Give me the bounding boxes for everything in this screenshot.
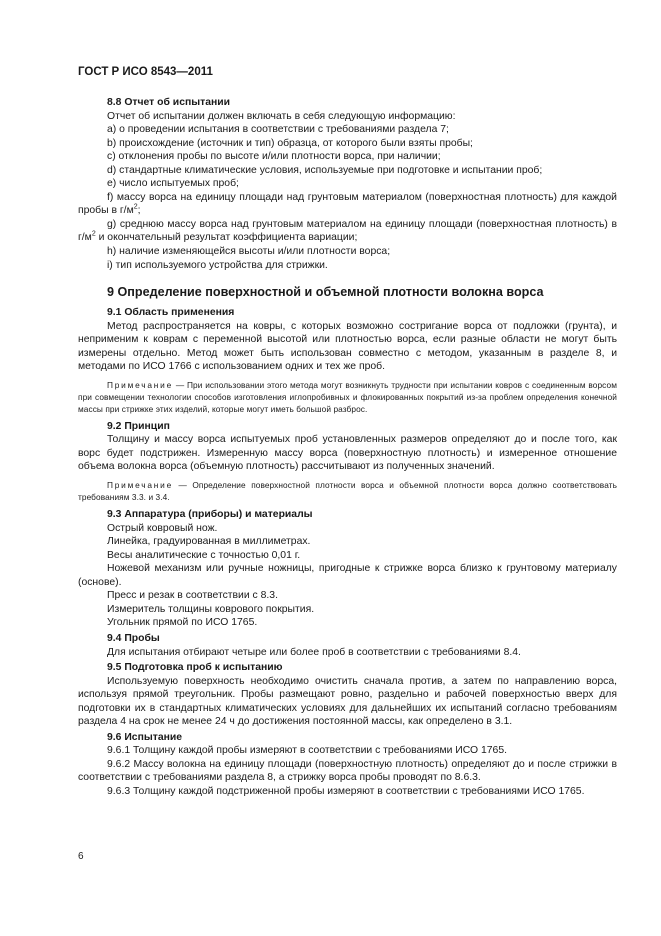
list-item-f-end: ;: [137, 205, 141, 217]
section-9-2-text: Толщину и массу ворса испытуемых проб установленных размеров определяют до и после того, как ворс будет подстрижен. Измеренную массу ворса (поверхностную плотность) и измеренное отношение объема волокна ворса (объемную плотность) рассчитывают из полученных значений.: [78, 434, 617, 473]
equipment-item: Весы аналитические с точностью 0,01 г.: [107, 549, 301, 561]
section-8-8-intro: Отчет об испытании должен включать в себя следующую информацию:: [107, 110, 456, 122]
list-item-g-end: и окончательный результат коэффициента вариации;: [95, 232, 358, 244]
list-item-g-sup: 2: [91, 231, 96, 238]
list-item-g: [78, 218, 617, 245]
page-content: [78, 96, 617, 799]
section-9-1-text: Метод распространяется на ковры, с которых возможно состригание ворса от подложки (грунта), и неприменим к коврам с переменной высотой или плотностью ворса, если разные области не могут быть измерены отдельно. Метод может быть использован совместно с методом, указанным в разделе 8, и методами по ИСО 1766 с использованием одних и тех же проб.: [78, 320, 617, 373]
section-9-6-title: 9.6 Испытание: [107, 731, 183, 743]
section-9-title: 9 Определение поверхностной и объемной плотности волокна ворса: [107, 285, 544, 300]
equipment-item: Измеритель толщины коврового покрытия.: [107, 603, 315, 615]
section-9-1-title: 9.1 Область применения: [107, 307, 235, 319]
list-item-f-sup: 2: [133, 203, 138, 211]
page-number: 6: [78, 851, 84, 862]
list-item-d: d) стандартные климатические условия, используемые при подготовке и испытании проб;: [107, 164, 543, 176]
list-item-c: c) отклонения пробы по высоте и/или плотности ворса, при наличии;: [107, 151, 441, 163]
list-item-g-text: g) среднюю массу ворса над грунтовым материалом на единицу площади (поверхностная плотность) в г/м: [78, 218, 617, 244]
section-8-8-title: 8.8 Отчет об испытании: [107, 97, 231, 108]
section-9-5-title: 9.5 Подготовка проб к испытанию: [107, 662, 283, 674]
list-item-i: i) тип используемого устройства для стрижки.: [107, 259, 328, 271]
section-9-5-text: Используемую поверхность необходимо очистить сначала против, а затем по направлению ворса, используя прямой треугольник. Пробы размещают ровно, раздельно и рабочей поверхностью вверх для подготовки их в стандартных климатических условиях для дальнейших их испытаний согласно требованиям раздела 4 на срок не менее 24 ч до достижения постоянной массы, как определено в 3.1.: [78, 675, 617, 728]
list-item-b: b) происхождение (источник и тип) образца, от которого были взяты пробы;: [107, 137, 473, 149]
note-2-label: Примечание: [107, 480, 174, 491]
section-9-4-title: 9.4 Пробы: [107, 632, 160, 644]
note-1-text: — При использовании этого метода могут возникнуть трудности при испытании ковров с соединенным ворсом при совмещении технологии способов изготовления иглопробивных и флокированных покрытий из-за проблем определения конечной массы при стрижке этих изделий, которые могут иметь большой разброс.: [78, 379, 617, 414]
document-header: ГОСТ Р ИСО 8543—2011: [78, 66, 213, 78]
equipment-item: Острый ковровый нож.: [107, 522, 218, 534]
list-item-h: h) наличие изменяющейся высоты и/или плотности ворса;: [107, 246, 391, 258]
list-item-f-text: f) массу ворса на единицу площади над грунтовым материалом (поверхностная плотность) для каждой пробы в г/м: [78, 191, 617, 217]
equipment-item: Пресс и резак в соответствии с 8.3.: [107, 590, 278, 602]
note-1: [78, 379, 617, 415]
equipment-item: Ножевой механизм или ручные ножницы, пригодные к стрижке ворса близко к грунтовому материалу (основе).: [78, 563, 617, 588]
list-item-a: а) о проведении испытания в соответствии с требованиями раздела 7;: [107, 124, 449, 136]
section-9-6-3: 9.6.3 Толщину каждой подстриженной пробы измеряют в соответствии с требованиями ИСО 1765.: [107, 785, 585, 797]
section-9-4-text: Для испытания отбирают четыре или более проб в соответствии с требованиями 8.4.: [107, 646, 521, 658]
section-9-3-title: 9.3 Аппаратура (приборы) и материалы: [107, 509, 313, 521]
note-2-text: — Определение поверхностной плотности ворса и объемной плотности ворса должно соответствовать требованиям 3.3. и 3.4.: [78, 480, 617, 503]
equipment-item: Угольник прямой по ИСО 1765.: [107, 617, 258, 629]
section-9-6-1: 9.6.1 Толщину каждой пробы измеряют в соответствии с требованиями ИСО 1765.: [107, 745, 508, 757]
note-1-label: Примечание: [107, 379, 174, 390]
list-item-e: e) число испытуемых проб;: [107, 178, 239, 190]
list-item-f: [78, 191, 617, 218]
equipment-item: Линейка, градуированная в миллиметрах.: [107, 536, 311, 548]
section-9-6-2: 9.6.2 Массу волокна на единицу площади (поверхностную плотность) определяют до и после стрижки в соответствии с требованиями раздела 8, а стрижку ворса пробы проводят по 8.6.3.: [78, 758, 617, 784]
note-2: [78, 479, 617, 503]
section-9-2-title: 9.2 Принцип: [107, 420, 170, 432]
